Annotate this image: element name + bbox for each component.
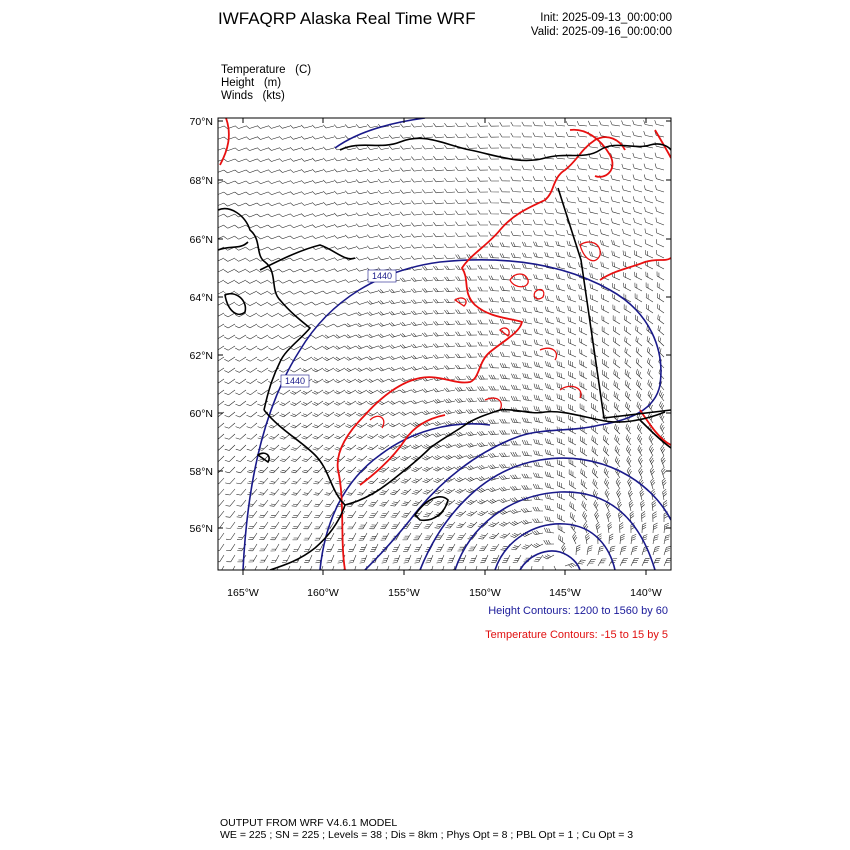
wind-barb-field [213,120,672,577]
temperature-contours-note: Temperature Contours: -15 to 15 by 5 [485,629,668,641]
lat-label: 70°N [189,116,213,128]
lat-label: 64°N [189,292,213,304]
nw-cape [218,242,248,250]
contour-label-1440-a: 1440 [371,271,393,281]
latitude-labels [190,116,213,535]
lon-label: 165°W [227,587,259,599]
lon-label: 150°W [469,587,501,599]
axis-ticks [218,118,671,575]
valid-time: Valid: 2025-09-16_00:00:00 [530,26,672,38]
kodiak-island [415,497,448,520]
lat-label: 62°N [189,350,213,362]
lat-label: 58°N [189,466,213,478]
kodiak-coast [345,410,665,505]
footer-model: OUTPUT FROM WRF V4.6.1 MODEL [220,817,398,829]
chart-title: IWFAQRP Alaska Real Time WRF [218,9,476,28]
variable-height: Height (m) [221,77,282,89]
height-contours-note: Height Contours: 1200 to 1560 by 60 [488,605,668,617]
height-contour-north [335,118,425,148]
lon-label: 140°W [630,587,662,599]
variable-temperature: Temperature (C) [221,64,312,76]
lon-label: 145°W [549,587,581,599]
temperature-contours [220,118,671,570]
variable-winds: Winds (kts) [221,90,285,102]
footer-options: WE = 225 ; SN = 225 ; Levels = 38 ; Dis = 8km ; Phys Opt = 8 ; PBL Opt = 1 ; Cu Opt = 3 [220,829,634,841]
lat-label: 66°N [189,234,213,246]
southeast-coast [640,420,671,448]
height-contour-low-3 [495,524,615,570]
lat-label: 60°N [189,408,213,420]
contour-label-1440-b: 1440 [284,376,306,386]
canada-border [558,188,604,418]
lat-label: 68°N [189,175,213,187]
wind-barbs [213,120,672,577]
height-contours [243,118,671,570]
init-time: Init: 2025-09-13_00:00:00 [540,12,672,24]
lon-label: 160°W [307,587,339,599]
lat-label: 56°N [189,523,213,535]
longitude-labels [227,587,662,599]
temp-contour-edge [220,118,229,165]
lon-label: 155°W [388,587,420,599]
